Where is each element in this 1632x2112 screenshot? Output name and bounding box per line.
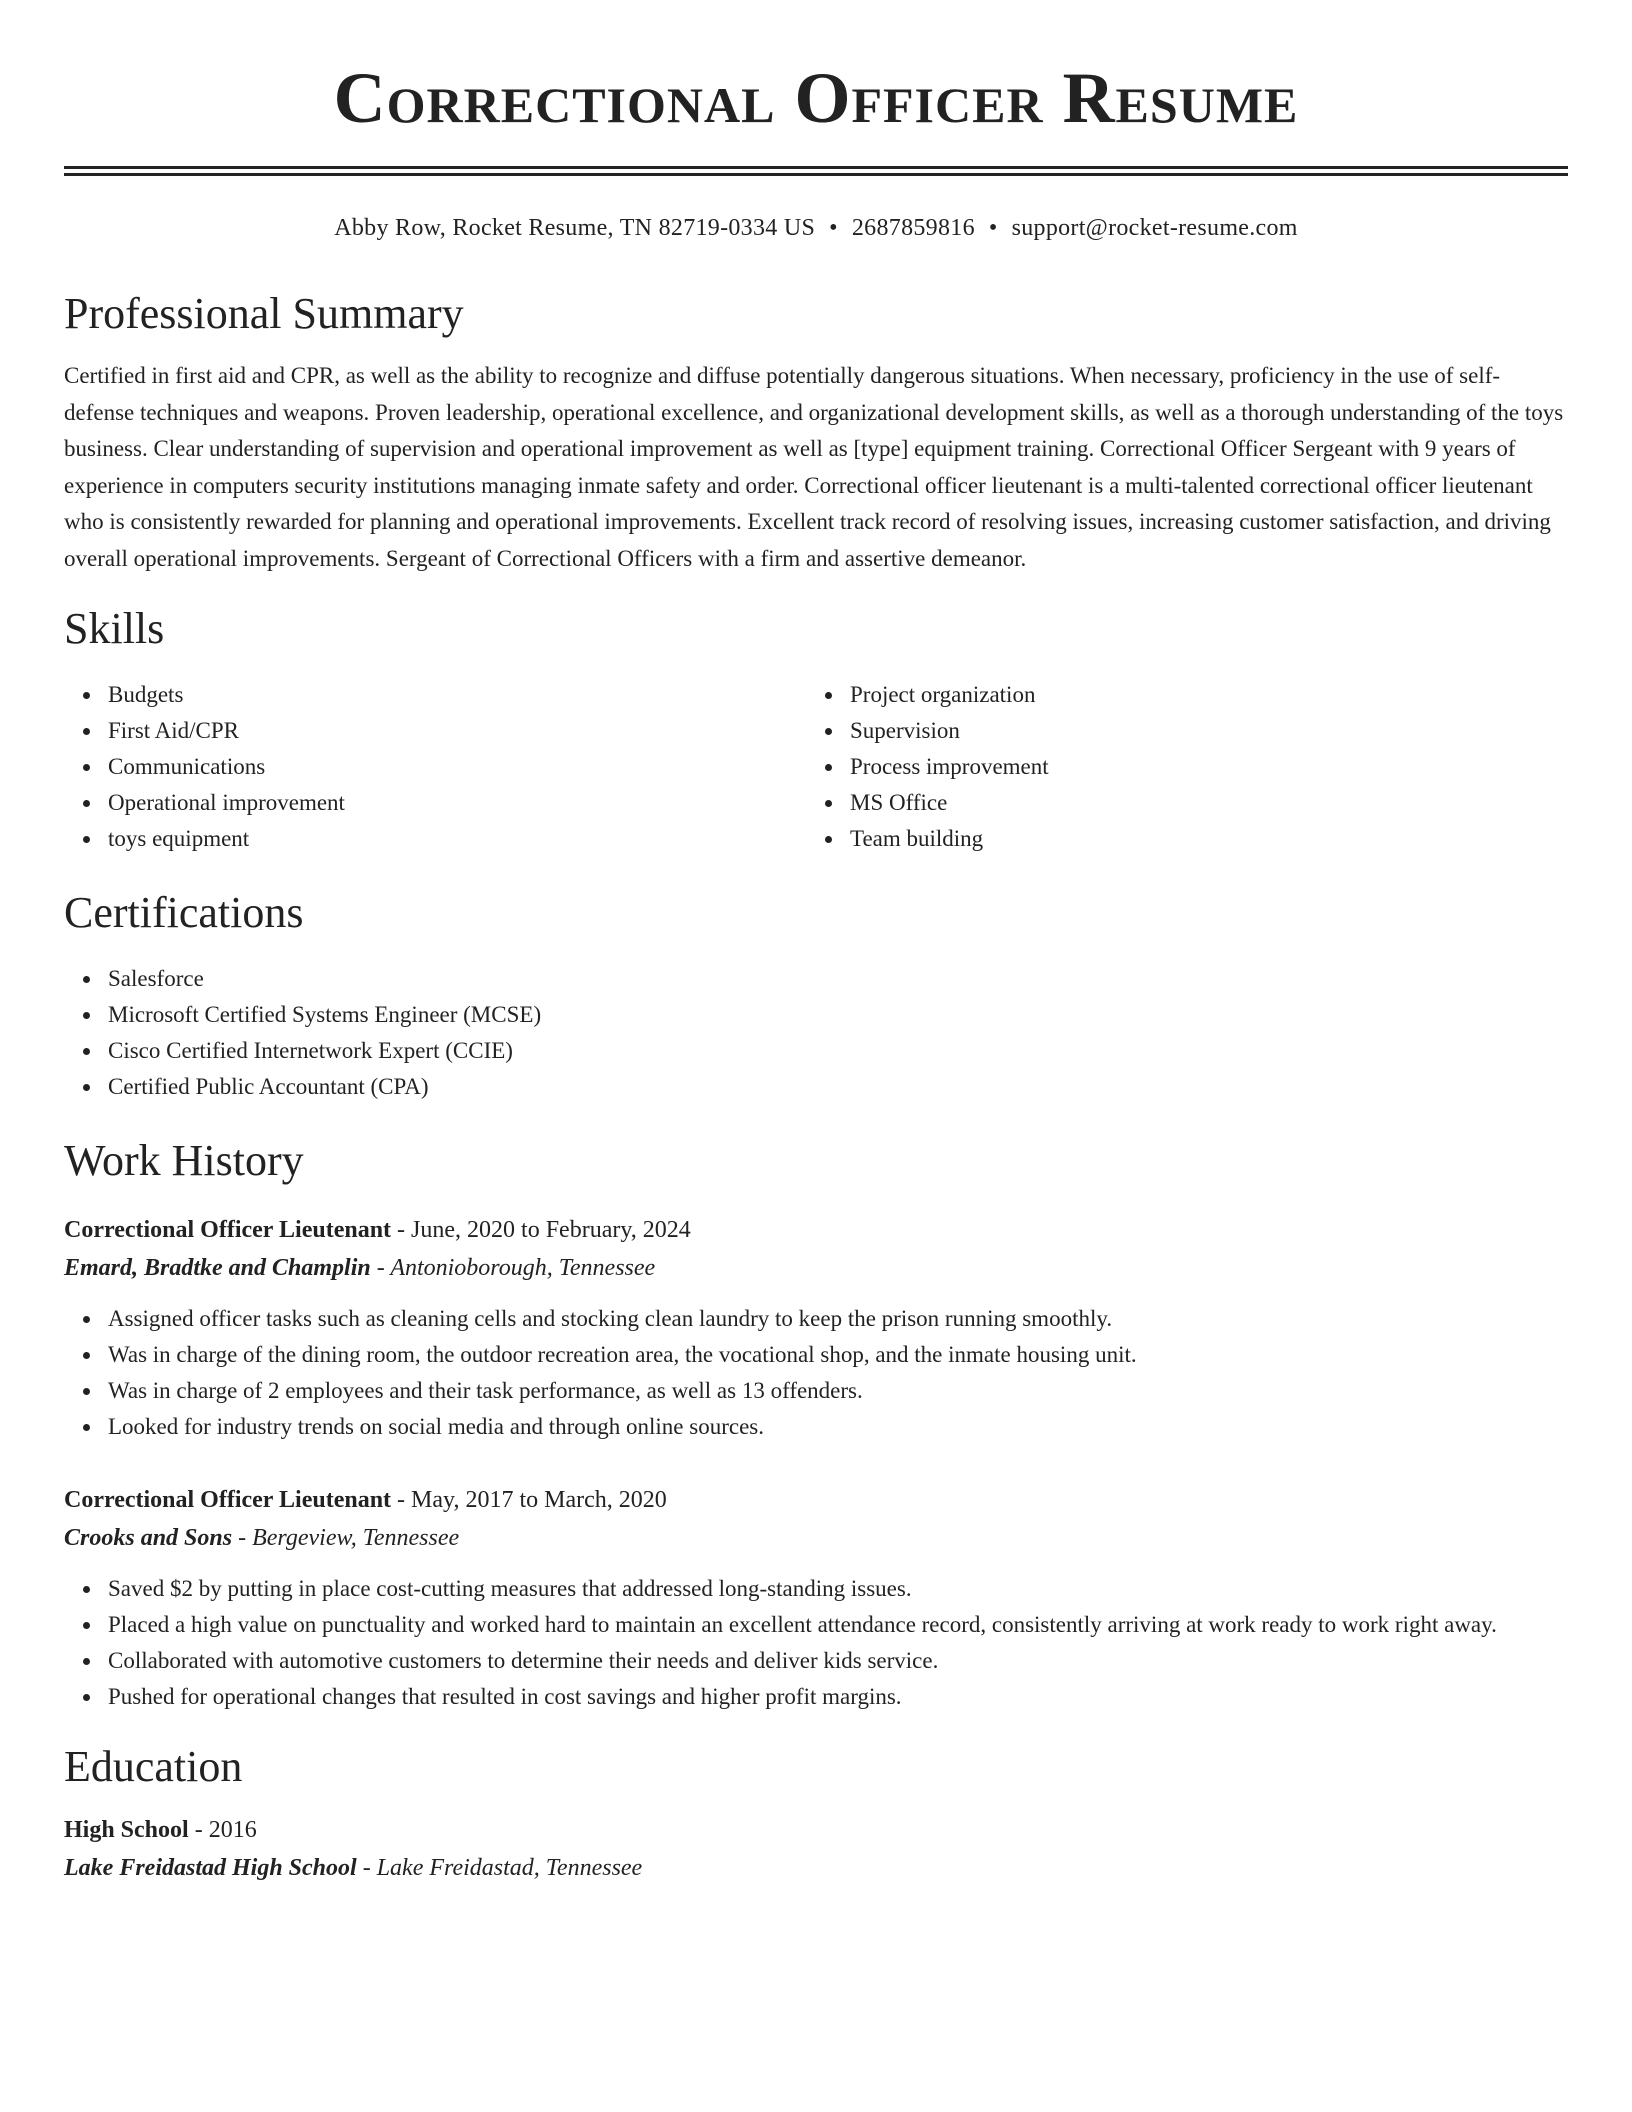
certification-item: Cisco Certified Internetwork Expert (CCIE): [108, 1033, 1568, 1069]
skills-column-right: [806, 677, 1548, 857]
contact-email: support@rocket-resume.com: [1011, 215, 1298, 241]
job-bullet: Collaborated with automotive customers to determine their needs and deliver kids service.: [108, 1643, 1568, 1679]
resume-page: [64, 0, 1568, 1887]
company-name: Crooks and Sons: [64, 1525, 233, 1551]
certifications-section: [64, 887, 1568, 1105]
dash-separator: -: [370, 1255, 391, 1281]
contact-address: Abby Row, Rocket Resume, TN 82719-0334 US: [334, 215, 816, 241]
work-history-section: [64, 1135, 1568, 1715]
contact-separator: •: [829, 215, 838, 241]
job-bullet: Was in charge of the dining room, the outdoor recreation area, the vocational shop, and the inmate housing unit.: [108, 1337, 1568, 1373]
job-entry: [64, 1211, 1568, 1445]
section-heading-work-history: Work History: [64, 1136, 304, 1185]
title-double-rule: [64, 166, 1568, 176]
professional-summary-section: [64, 288, 1568, 577]
job-title-line: [64, 1211, 1568, 1249]
degree-line: [64, 1811, 1568, 1849]
company-location: Bergeview, Tennessee: [252, 1525, 460, 1551]
company-location: Antonioborough, Tennessee: [390, 1255, 656, 1281]
section-heading-certifications: Certifications: [64, 888, 304, 937]
job-bullet: Pushed for operational changes that resulted in cost savings and higher profit margins.: [108, 1679, 1568, 1715]
school-location: Lake Freidastad, Tennessee: [376, 1855, 643, 1881]
section-heading-education: Education: [64, 1742, 243, 1791]
skills-section: [64, 603, 1568, 857]
skills-column-left: [64, 677, 806, 857]
education-section: [64, 1741, 1568, 1887]
skill-item: Process improvement: [850, 749, 1548, 785]
job-bullet: Looked for industry trends on social media and through online sources.: [108, 1409, 1568, 1445]
section-heading-summary: Professional Summary: [64, 289, 464, 338]
job-bullet: Was in charge of 2 employees and their task performance, as well as 13 offenders.: [108, 1373, 1568, 1409]
job-bullets: [64, 1571, 1568, 1715]
skill-item: Team building: [850, 821, 1548, 857]
skills-list-left: [64, 677, 806, 857]
dash-separator: -: [188, 1817, 209, 1843]
contact-phone: 2687859816: [851, 215, 975, 241]
dash-separator: -: [391, 1487, 412, 1513]
certification-item: Microsoft Certified Systems Engineer (MCSE): [108, 997, 1568, 1033]
dash-separator: -: [232, 1525, 253, 1551]
dash-separator: -: [356, 1855, 377, 1881]
school-name: Lake Freidastad High School: [64, 1855, 357, 1881]
skill-item: toys equipment: [108, 821, 806, 857]
skill-item: Budgets: [108, 677, 806, 713]
job-bullets: [64, 1301, 1568, 1445]
company-line: [64, 1249, 1568, 1287]
section-heading-skills: Skills: [64, 604, 165, 653]
skill-item: Communications: [108, 749, 806, 785]
job-bullet: Assigned officer tasks such as cleaning cells and stocking clean laundry to keep the prison running smoothly.: [108, 1301, 1568, 1337]
job-dates: May, 2017 to March, 2020: [411, 1487, 667, 1513]
certification-item: Certified Public Accountant (CPA): [108, 1069, 1568, 1105]
job-title: Correctional Officer Lieutenant: [64, 1487, 392, 1513]
company-name: Emard, Bradtke and Champlin: [64, 1255, 371, 1281]
skill-item: Supervision: [850, 713, 1548, 749]
job-title: Correctional Officer Lieutenant: [64, 1217, 392, 1243]
contact-line: [64, 212, 1568, 244]
job-title-line: [64, 1481, 1568, 1519]
education-entry: [64, 1811, 1568, 1887]
company-line: [64, 1519, 1568, 1557]
dash-separator: -: [391, 1217, 412, 1243]
job-bullet: Placed a high value on punctuality and worked hard to maintain an excellent attendance record, consistently arriving at work ready to work right away.: [108, 1607, 1568, 1643]
certifications-list: [64, 961, 1568, 1105]
skills-grid: [64, 677, 1568, 857]
contact-separator: •: [988, 215, 998, 241]
job-entry: [64, 1481, 1568, 1715]
job-dates: June, 2020 to February, 2024: [411, 1217, 691, 1243]
skill-item: Project organization: [850, 677, 1548, 713]
resume-title: Correctional Officer Resume: [333, 58, 1299, 138]
skill-item: Operational improvement: [108, 785, 806, 821]
skills-list-right: [806, 677, 1548, 857]
certification-item: Salesforce: [108, 961, 1568, 997]
graduation-year: 2016: [208, 1817, 257, 1843]
skill-item: First Aid/CPR: [108, 713, 806, 749]
degree: High School: [64, 1817, 189, 1843]
job-bullet: Saved $2 by putting in place cost-cutting measures that addressed long-standing issues.: [108, 1571, 1568, 1607]
school-line: [64, 1849, 1568, 1887]
summary-text: Certified in first aid and CPR, as well as the ability to recognize and diffuse potentially dangerous situations. When necessary, proficiency in the use of self-defense techniques and weapons. Proven leadership, operational excellence, and organizational development skills, as well as a thorough understanding of the toys business. Clear understanding of supervision and operational improvement as well as [type] equipment training. Correctional Officer Sergeant with 9 years of experience in computers security institutions managing inmate safety and order. Correctional officer lieutenant is a multi-talented correctional officer lieutenant who is consistently rewarded for planning and operational improvements. Excellent track record of resolving issues, increasing customer satisfaction, and driving overall operational improvements. Sergeant of Correctional Officers with a firm and assertive demeanor.: [64, 363, 1564, 571]
skill-item: MS Office: [850, 785, 1548, 821]
